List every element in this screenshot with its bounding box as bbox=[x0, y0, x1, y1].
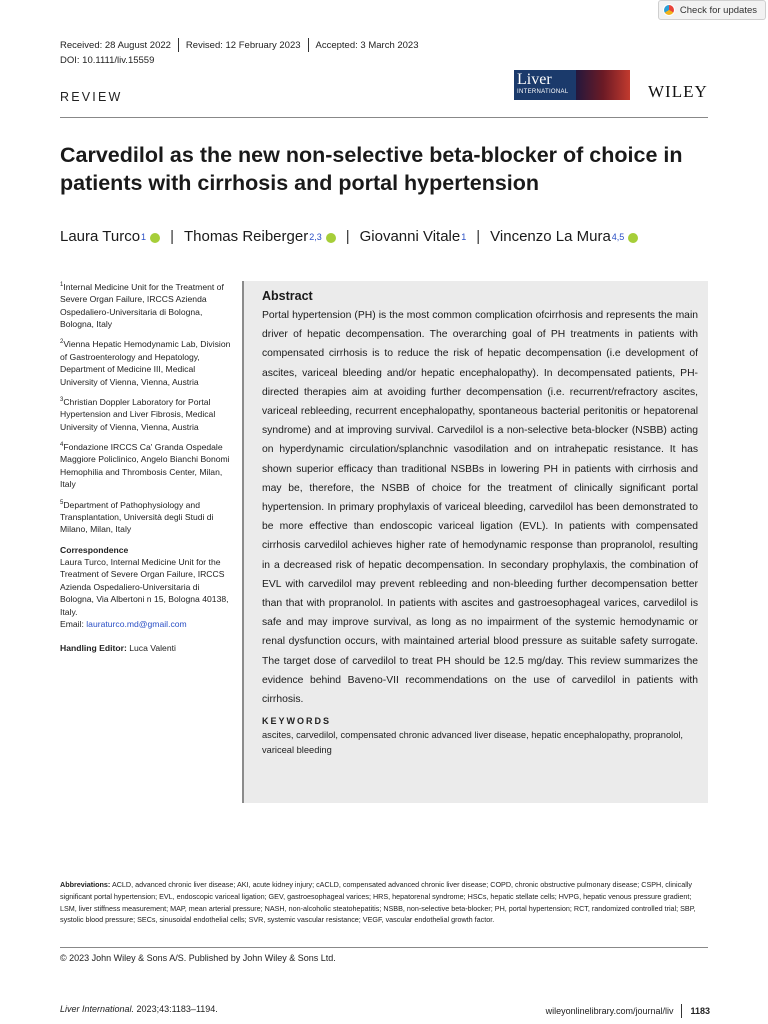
correspondence-label: Correspondence bbox=[60, 544, 129, 555]
author-name[interactable]: Vincenzo La Mura bbox=[490, 228, 611, 245]
author-affiliation-number: 1 bbox=[141, 231, 147, 242]
journal-cover-image bbox=[576, 70, 630, 100]
accepted-date: Accepted: 3 March 2023 bbox=[315, 39, 419, 51]
journal-logo bbox=[514, 70, 630, 100]
header-rule bbox=[60, 117, 708, 118]
correspondence-text: Laura Turco, Internal Medicine Unit for the Treatment of Severe Organ Failure, IRCCS Azienda Ospedaliero-Universitaria di Bologna, Via Albertoni n 15, Bologna 40138, Italy. bbox=[60, 557, 229, 617]
copyright-rule bbox=[60, 947, 708, 948]
footer-citation: 2023;43:1183–1194. bbox=[134, 1004, 218, 1014]
affiliation: $^5$Department of Pathophysiology and Transplantation, Università degli Studi di Milano, Milan, Italy bbox=[60, 499, 214, 535]
author-name[interactable]: Thomas Reiberger bbox=[183, 228, 309, 245]
divider bbox=[178, 38, 179, 52]
received-date: Received: 28 August 2022 bbox=[60, 39, 171, 51]
affiliation: $^4$Fondazione IRCCS Ca' Granda Ospedale Maggiore Policlinico, Angelo Bianchi Bonomi Hemophilia and Thrombosis Center, Milan, Italy bbox=[60, 441, 230, 490]
affiliation: $^1$Internal Medicine Unit for the Treatment of Severe Organ Failure, IRCCS Azienda Ospedaliero-Universitaria di Bologna, Bologna, Italy bbox=[60, 281, 224, 330]
copyright-notice: © 2023 John Wiley & Sons A/S. Published by John Wiley & Sons Ltd. bbox=[60, 953, 336, 963]
check-for-updates-label: Check for updates bbox=[679, 4, 757, 16]
article-type: REVIEW bbox=[60, 90, 123, 104]
affiliation: $^3$Christian Doppler Laboratory for Portal Hypertension and Liver Fibrosis, Medical University of Vienna, Vienna, Austria bbox=[60, 396, 216, 432]
author-name[interactable]: Giovanni Vitale bbox=[359, 228, 461, 245]
footer-journal: Liver International. bbox=[60, 1004, 135, 1014]
author-affiliation-number: 2,3 bbox=[309, 231, 322, 242]
journal-logo-title: Liver bbox=[517, 71, 552, 88]
abstract-heading: Abstract bbox=[262, 289, 313, 303]
journal-logo-subtitle: INTERNATIONAL bbox=[517, 89, 569, 95]
author-list: Laura Turco 1 | Thomas Reiberger 2,3 | Giovanni Vitale 1 | Vincenzo La Mura 4,5 bbox=[60, 228, 638, 245]
email-link[interactable]: lauraturco.md@gmail.com bbox=[86, 619, 187, 630]
author-affiliation-number: 1 bbox=[461, 231, 467, 242]
affiliations-column bbox=[60, 279, 235, 655]
abstract-box bbox=[242, 281, 708, 803]
page-footer bbox=[60, 1004, 710, 1014]
author-name[interactable]: Laura Turco bbox=[60, 228, 141, 245]
orcid-icon[interactable] bbox=[150, 233, 160, 243]
keywords-text: ascites, carvedilol, compensated chronic advanced liver disease, hepatic encephalopathy, propranolol, variceal bleeding bbox=[262, 730, 684, 755]
handling-editor: Handling Editor: Luca Valenti bbox=[60, 643, 176, 654]
author-affiliation-number: 4,5 bbox=[611, 231, 625, 242]
orcid-icon[interactable] bbox=[628, 233, 638, 243]
publisher-logo: WILEY bbox=[648, 82, 708, 101]
check-for-updates-button[interactable] bbox=[658, 0, 766, 20]
crossmark-icon bbox=[663, 4, 675, 16]
correspondence-email-line: Email: lauraturco.md@gmail.com bbox=[60, 619, 187, 630]
divider bbox=[308, 38, 309, 52]
page-number: 1183 bbox=[690, 1006, 710, 1016]
orcid-icon[interactable] bbox=[326, 233, 336, 243]
revised-date: Revised: 12 February 2023 bbox=[185, 39, 301, 51]
affiliation: $^2$Vienna Hepatic Hemodynamic Lab, Division of Gastroenterology and Hepatology, Department of Medicine III, Medical University of Vienna, Vienna, Austria bbox=[60, 339, 231, 387]
abstract-text: Portal hypertension (PH) is the most common complication ofcirrhosis and represents the main driver of hepatic decompensation. The overarching goal of PH treatments in patients with compensated cirrhosis is to reduce the risk of hepatic decompensation (i.e development of ascites, variceal bleeding and/or hepatic encephalopathy). In decompensated patients, PH-directed therapies aim at avoiding further decompensation (i.e. recurrent/refractory ascites, variceal rebleeding, recurrent encephalopathy, spontaneous bacterial peritonitis or hepatorenal syndrome) and at improving survival. Carvedilol is a non-selective beta-blocker (NSBB) acting on hyperdynamic circulation/splanchnic vasodilation and on intrahepatic resistance. It has shown superior efficacy than traditional NSBBs in lowering PH in patients with cirrhosis and may be, therefore, the NSBB of choice for the treatment of clinically significant portal hypertension. In primary prophylaxis of variceal bleeding, carvedilol has been demonstrated to be more effective than endoscopic variceal ligation (EVL). In patients with compensated cirrhosis carvedilol achieves higher rate of hemodynamic response than propranolol, resulting in a decreased risk of hepatic decompensation. In secondary prophylaxis, the combination of EVL with carvedilol may prevent rebleeding and non-bleeding further decompensation better than that with propranolol. In patients with ascites and gastroesophageal varices, carvedilol is safe and may improve survival, as long as no impairment of the systemic hemodynamic or renal dysfunction occurs, with maintained arterial blood pressure as suitable safety surrogate. The target dose of carvedilol to treat PH should be 12.5 mg/day. This review summarizes the evidence behind Baveno-VII recommendations on the use of carvedilol in patients with cirrhosis. bbox=[262, 310, 698, 706]
article-title: Carvedilol as the new non-selective beta-blocker of choice in patients with cirrhosis and portal hypertension bbox=[60, 143, 683, 195]
keywords-label: KEYWORDS bbox=[262, 716, 332, 727]
article-history bbox=[60, 38, 419, 52]
doi[interactable]: DOI: 10.1111/liv.15559 bbox=[60, 55, 155, 66]
footer-url[interactable]: wileyonlinelibrary.com/journal/liv bbox=[545, 1006, 674, 1016]
abbreviations: Abbreviations: ACLD, advanced chronic liver disease; AKI, acute kidney injury; cACLD, compensated advanced chronic liver disease; COPD, chronic obstructive pulmonary disease; CSPH, clinically significant portal hypertension; EVL, endoscopic variceal ligation; GEV, gastroesophageal varices; HRS, hepatorenal syndrome; HSCs, hepatic stellate cells; HVPG, hepatic venous pressure gradient; LSM, liver stiffness measurement; MAP, mean arterial pressure; NASH, non-alcoholic steatohepatitis; NSBB, non-selective beta-blocker; PH, portal hypertension; RCT, randomized controlled trial; SBP, systolic blood pressure; SECs, sinusoidal endothelial cells; SVR, systemic vascular resistance; VEGF, vascular endothelial growth factor. bbox=[60, 880, 696, 925]
